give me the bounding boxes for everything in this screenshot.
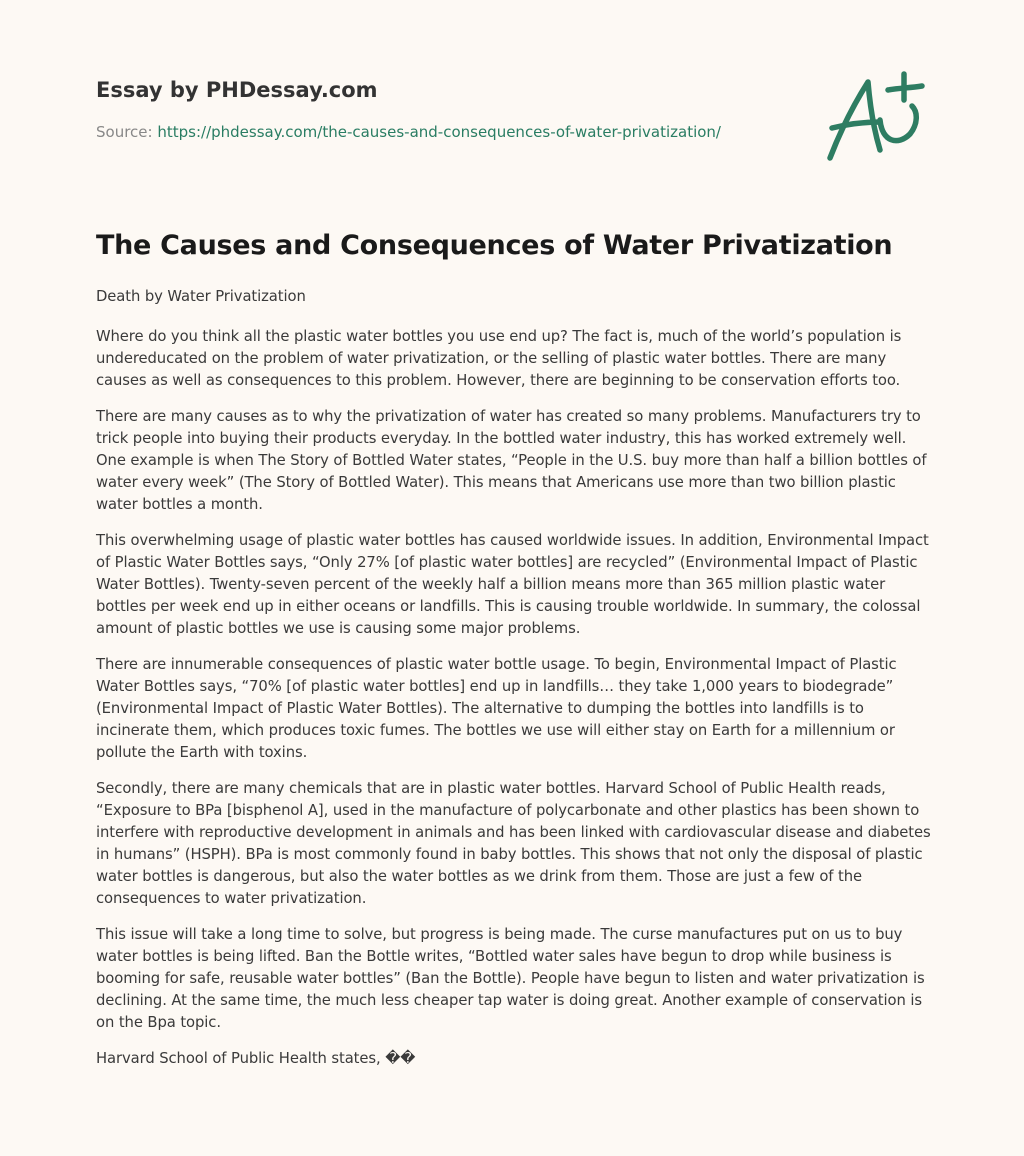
source-link[interactable]: https://phdessay.com/the-causes-and-consequences-of-water-privatization/ <box>157 123 721 141</box>
page-header <box>96 76 796 142</box>
essay-subtitle: Death by Water Privatization <box>96 288 306 305</box>
essay-paragraph: This issue will take a long time to solve, but progress is being made. The curse manufactures put on us to buy water bottles is being lifted. Ban the Bottle writes, “Bottled water sales have begun to drop while business is booming for safe, reusable water bottles” (Ban the Bottle). People have begun to listen and water privatization is declining. At the same time, the much less cheaper tap water is doing great. Another example of conservation is on the Bpa topic. <box>96 926 925 1031</box>
essay-content <box>96 226 932 1084</box>
essay-paragraph: There are many causes as to why the privatization of water has created so many problems. Manufacturers try to trick people into buying their products everyday. In the bottled water industry, this has worked extremely well. One example is when The Story of Bottled Water states, “People in the U.S. buy more than half a billion bottles of water every week” (The Story of Bottled Water). This means that Americans use more than two billion plastic water bottles a month. <box>96 408 927 513</box>
essay-paragraph: This overwhelming usage of plastic water bottles has caused worldwide issues. In addition, Environmental Impact of Plastic Water Bottles says, “Only 27% [of plastic water bottles] are recycled” (Environmental Impact of Plastic Water Bottles). Twenty-seven percent of the weekly half a billion means more than 365 million plastic water bottles per week end up in either oceans or landfills. This is causing trouble worldwide. In summary, the colossal amount of plastic bottles we use is causing some major problems. <box>96 532 929 637</box>
essay-body <box>96 286 932 1070</box>
essay-paragraph: Secondly, there are many chemicals that are in plastic water bottles. Harvard School of Public Health reads, “Exposure to BPa [bisphenol A], used in the manufacture of polycarbonate and other plastics has been shown to interfere with reproductive development in animals and has been linked with cardiovascular disease and diabetes in humans” (HSPH). BPa is most commonly found in baby bottles. This shows that not only the disposal of plastic water bottles is dangerous, but also the water bottles as we drink from them. Those are just a few of the consequences to water privatization. <box>96 780 931 907</box>
source-label: Source: <box>96 123 153 141</box>
essay-title: The Causes and Consequences of Water Privatization <box>96 230 893 261</box>
a-plus-grade-icon <box>818 66 930 166</box>
essay-paragraph: Harvard School of Public Health states, �� <box>96 1050 416 1067</box>
source-line <box>96 122 796 142</box>
essay-paragraph: Where do you think all the plastic water bottles you use end up? The fact is, much of the world’s population is undereducated on the problem of water privatization, or the selling of plastic water bottles. There are many causes as well as consequences to this problem. However, there are beginning to be conservation efforts too. <box>96 328 902 389</box>
essay-paragraph: There are innumerable consequences of plastic water bottle usage. To begin, Environmental Impact of Plastic Water Bottles says, “70% [of plastic water bottles] end up in landfills… they take 1,000 years to biodegrade” (Environmental Impact of Plastic Water Bottles). The alternative to dumping the bottles into landfills is to incinerate them, which produces toxic fumes. The bottles we use will either stay on Earth for a millennium or pollute the Earth with toxins. <box>96 656 897 761</box>
site-title: Essay by PHDessay.com <box>96 78 378 102</box>
